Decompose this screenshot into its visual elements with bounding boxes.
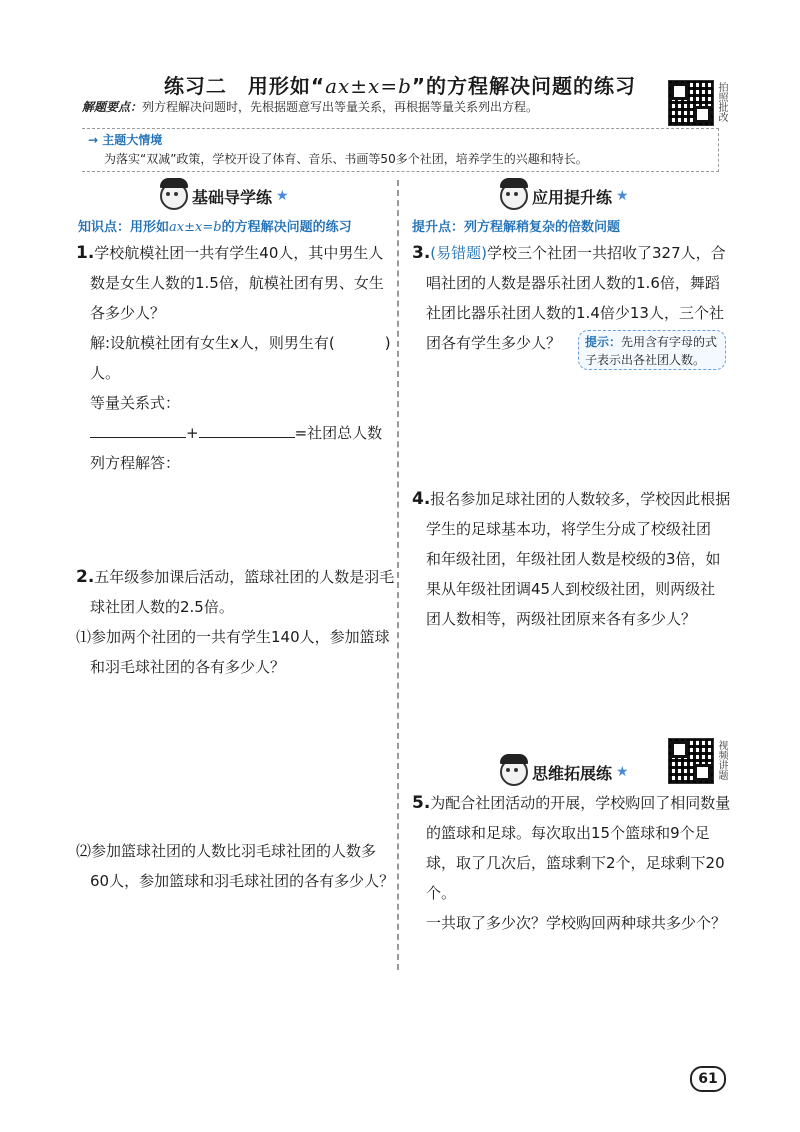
- knowledge-point: 知识点：用形如ax±x=b的方程解决问题的练习: [78, 220, 352, 235]
- section-basic-practice: [160, 182, 289, 210]
- qr-code-icon[interactable]: [668, 80, 714, 126]
- question-3: 3.(易错题)学校三个社团一共招收了327人，合 唱社团的人数是器乐社团人数的1.6倍，舞蹈 社团比器乐社团人数的1.4倍少13人，三个社 团各有学生多少人？: [412, 243, 726, 352]
- star-icon: ★: [616, 188, 629, 204]
- question-1: 1.学校航模社团一共有学生40人，其中男生人 数是女生人数的1.5倍，航模社团有男、女生 各多少人？ 解:设航模社团有女生x人，则男生有( )人。 等量关系式： + =社团总人数 列方程解答：: [76, 243, 391, 472]
- tip-text: 列方程解决问题时，先根据题意写出等量关系，再根据等量关系列出方程。: [142, 100, 539, 114]
- answer-blank-1[interactable]: [90, 421, 186, 438]
- tip-label: 解题要点：: [82, 100, 143, 114]
- qr-code-icon[interactable]: [668, 738, 714, 784]
- section-title: 思维拓展练: [532, 763, 613, 783]
- title-formula: ax±x=b: [325, 74, 412, 98]
- question-5: 5.为配合社团活动的开展，学校购回了相同数量 的篮球和足球。每次取出15个篮球和9个足 球，取了几次后，篮球剩下2个，足球剩下20个。 一共取了多少次？学校购回两种球共多少个？: [412, 793, 731, 932]
- question-2-part-1: ⑴参加两个社团的一共有学生140人，参加篮球: [76, 628, 390, 646]
- title-prefix: 练习二 用形如“: [163, 74, 326, 98]
- question-2-part-2: ⑵参加篮球社团的人数比羽毛球社团的人数多 60人，参加篮球和羽毛球社团的各有多少人？: [76, 842, 395, 890]
- star-icon: ★: [276, 188, 289, 204]
- title-suffix: ”的方程解决问题的练习: [411, 74, 637, 98]
- question-2: 2.五年级参加课后活动，篮球社团的人数是羽毛 球社团人数的2.5倍。 ⑴参加两个社团的一共有学生140人，参加篮球 和羽毛球社团的各有多少人？: [76, 567, 395, 676]
- section-applied-practice: [500, 182, 629, 210]
- theme-text: 为落实“双减”政策，学校开设了体育、音乐、书画等50多个社团，培养学生的兴趣和特长。: [104, 152, 588, 166]
- question-number: 1.: [76, 243, 95, 263]
- mascot-icon: [500, 758, 528, 786]
- theme-title: → 主题大情境: [88, 133, 163, 147]
- error-prone-tag: (易错题): [430, 244, 488, 262]
- section-extended-thinking: [500, 758, 629, 786]
- improvement-point: 提升点：列方程解稍复杂的倍数问题: [412, 220, 621, 235]
- solving-tip: [82, 98, 702, 115]
- section-title: 基础导学练: [192, 187, 273, 207]
- question-4: 4.报名参加足球社团的人数较多，学校因此根据 学生的足球基本功，将学生分成了校级社团 和年级社团，年级社团人数是校级的3倍，如 果从年级社团调45人到校级社团，则两级社 团人数相等，两级社团原来各有多少人？: [412, 489, 731, 628]
- column-divider: [397, 180, 399, 970]
- answer-blank-2[interactable]: [199, 421, 295, 438]
- section-title: 应用提升练: [532, 187, 613, 207]
- hint-box: 提示：先用含有字母的式 子表示出各社团人数。: [578, 330, 726, 370]
- page-number: 61: [690, 1066, 726, 1092]
- mascot-icon: [500, 182, 528, 210]
- qr-label-photo-grading: 拍照批改: [716, 82, 727, 122]
- mascot-icon: [160, 182, 188, 210]
- qr-label-video: 视频讲题: [716, 740, 727, 780]
- star-icon: ★: [616, 764, 629, 780]
